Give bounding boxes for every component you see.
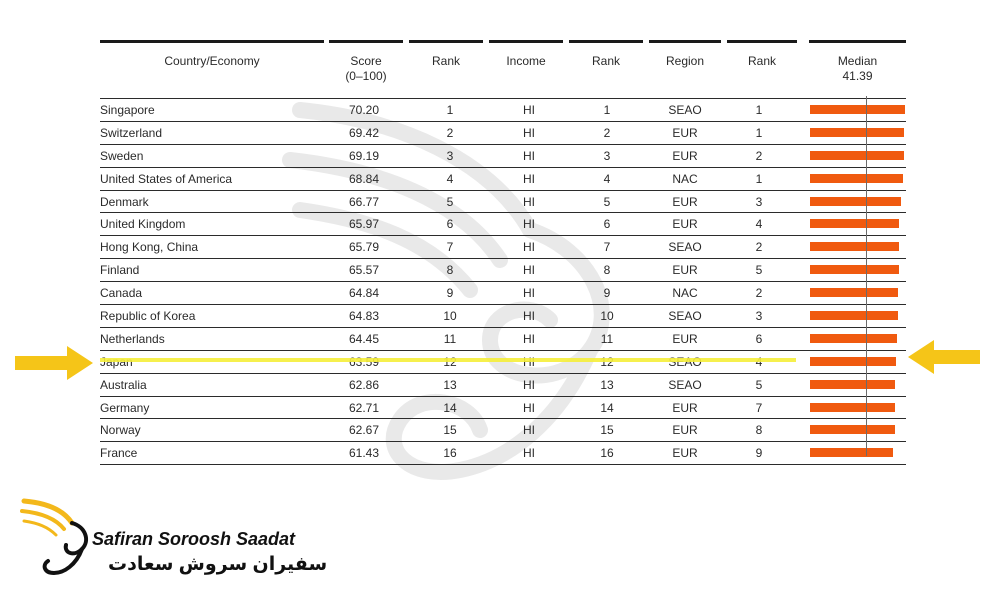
table-row xyxy=(100,441,906,465)
cell-income-rank: 4 xyxy=(603,171,611,186)
cell-income-rank: 5 xyxy=(603,194,611,209)
score-bar xyxy=(810,151,904,160)
cell-score: 62.71 xyxy=(348,400,380,415)
table-body xyxy=(100,98,906,465)
cell-income-rank: 1 xyxy=(603,103,611,117)
cell-income: HI xyxy=(523,377,535,392)
cell-country: Hong Kong, China xyxy=(100,240,199,255)
table-row xyxy=(100,373,906,396)
cell-rank: 16 xyxy=(443,446,457,461)
cell-country: Denmark xyxy=(100,194,149,209)
header-income-rank: Rank xyxy=(591,54,620,68)
cell-region: EUR xyxy=(672,125,698,140)
cell-score: 66.77 xyxy=(348,194,380,209)
arrow-right-icon xyxy=(15,346,93,380)
table-row xyxy=(100,304,906,327)
cell-region: EUR xyxy=(672,400,698,415)
score-bar xyxy=(810,334,897,343)
score-bar xyxy=(810,403,895,412)
table-row xyxy=(100,98,906,121)
cell-score: 65.57 xyxy=(348,263,380,278)
cell-rank: 5 xyxy=(446,194,454,209)
cell-income: HI xyxy=(523,400,535,415)
cell-score: 65.79 xyxy=(348,240,380,255)
cell-income: HI xyxy=(523,263,535,278)
table-row xyxy=(100,281,906,304)
cell-score: 64.83 xyxy=(348,309,380,324)
cell-region-rank: 6 xyxy=(755,331,763,346)
cell-income: HI xyxy=(523,331,535,346)
logo-name-en: Safiran Soroosh Saadat xyxy=(92,529,296,549)
cell-income-rank: 7 xyxy=(603,240,611,255)
cell-region-rank: 5 xyxy=(755,377,763,392)
score-bar xyxy=(810,219,899,228)
cell-score: 62.67 xyxy=(348,423,380,438)
cell-income: HI xyxy=(523,103,535,117)
cell-region-rank: 5 xyxy=(755,263,763,278)
cell-rank: 13 xyxy=(443,377,457,392)
cell-score: 64.45 xyxy=(348,331,380,346)
score-bar xyxy=(810,174,903,183)
cell-region-rank: 2 xyxy=(755,148,763,163)
cell-rank: 15 xyxy=(443,423,457,438)
cell-income-rank: 9 xyxy=(603,286,611,301)
cell-income-rank: 3 xyxy=(603,148,611,163)
cell-income: HI xyxy=(523,309,535,324)
cell-rank: 14 xyxy=(443,400,457,415)
company-logo xyxy=(20,495,328,585)
cell-region: EUR xyxy=(672,423,698,438)
cell-region: SEAO xyxy=(668,309,702,324)
cell-income-rank: 16 xyxy=(600,446,614,461)
cell-income: HI xyxy=(523,194,535,209)
cell-rank: 11 xyxy=(443,331,457,346)
cell-region: SEAO xyxy=(668,240,702,255)
cell-country: United Kingdom xyxy=(100,217,186,232)
cell-score: 68.84 xyxy=(348,171,380,186)
header-rule xyxy=(809,40,906,43)
table-row xyxy=(100,258,906,281)
cell-country: Finland xyxy=(100,263,140,278)
cell-income-rank: 15 xyxy=(600,423,614,438)
header-rank: Rank xyxy=(431,54,460,68)
cell-income-rank: 10 xyxy=(600,309,614,324)
header-region-rank: Rank xyxy=(747,54,776,68)
cell-rank: 8 xyxy=(446,263,454,278)
score-bar xyxy=(810,197,901,206)
cell-rank: 9 xyxy=(446,286,454,301)
cell-region: NAC xyxy=(672,171,698,186)
score-bar xyxy=(810,265,899,274)
cell-region-rank: 1 xyxy=(755,125,763,140)
cell-income: HI xyxy=(523,125,535,140)
header-region: Region xyxy=(665,54,705,68)
cell-region: EUR xyxy=(672,446,698,461)
cell-score: 64.84 xyxy=(348,286,380,301)
cell-score: 65.97 xyxy=(348,217,380,232)
cell-region-rank: 9 xyxy=(755,446,763,461)
cell-rank: 2 xyxy=(446,125,454,140)
cell-country: Sweden xyxy=(100,148,144,163)
cell-rank: 6 xyxy=(446,217,454,232)
table-row xyxy=(100,235,906,258)
header-rule xyxy=(569,40,643,43)
cell-income: HI xyxy=(523,446,535,461)
cell-region: SEAO xyxy=(668,377,702,392)
header-rule xyxy=(727,40,797,43)
cell-income: HI xyxy=(523,148,535,163)
score-bar xyxy=(810,128,904,137)
logo-name-fa: سفیران سروش سعادت xyxy=(108,554,328,575)
cell-region-rank: 2 xyxy=(755,240,763,255)
cell-region: EUR xyxy=(672,263,698,278)
table-row xyxy=(100,396,906,419)
cell-score: 69.19 xyxy=(348,148,380,163)
cell-income: HI xyxy=(523,240,535,255)
score-bar xyxy=(810,425,895,434)
cell-rank: 1 xyxy=(446,103,454,117)
table-row xyxy=(100,212,906,235)
cell-region: EUR xyxy=(672,331,698,346)
logo-emblem-icon xyxy=(20,495,100,585)
header-rule xyxy=(409,40,483,43)
cell-income-rank: 8 xyxy=(603,263,611,278)
header-rule xyxy=(329,40,403,43)
score-bar xyxy=(810,242,899,251)
cell-country: Republic of Korea xyxy=(100,309,196,324)
header-income: Income xyxy=(506,54,546,68)
score-bar xyxy=(810,105,905,114)
cell-region: EUR xyxy=(672,194,698,209)
cell-country: Germany xyxy=(100,400,150,415)
cell-region: EUR xyxy=(672,148,698,163)
score-bar xyxy=(810,448,893,457)
cell-region: EUR xyxy=(672,217,698,232)
cell-region-rank: 1 xyxy=(755,171,763,186)
cell-country: Netherlands xyxy=(100,331,165,346)
cell-region: NAC xyxy=(672,286,698,301)
score-bar xyxy=(810,311,898,320)
cell-rank: 7 xyxy=(446,240,454,255)
cell-country: France xyxy=(100,446,138,461)
cell-region-rank: 2 xyxy=(755,286,763,301)
score-bar xyxy=(810,357,896,366)
cell-income-rank: 14 xyxy=(600,400,614,415)
cell-score: 69.42 xyxy=(348,125,380,140)
cell-country: Singapore xyxy=(100,103,155,117)
table-row xyxy=(100,418,906,441)
header-rule xyxy=(649,40,721,43)
score-bar xyxy=(810,288,898,297)
header-score: Score (0–100) xyxy=(345,54,387,83)
cell-score: 61.43 xyxy=(348,446,380,461)
table-row xyxy=(100,327,906,350)
cell-country: Switzerland xyxy=(100,125,163,140)
header-country: Country/Economy xyxy=(164,54,260,68)
table-row xyxy=(100,167,906,190)
cell-score: 70.20 xyxy=(348,103,380,117)
score-bar xyxy=(810,380,895,389)
cell-score: 62.86 xyxy=(348,377,380,392)
table-row xyxy=(100,121,906,144)
header-median: Median 41.39 xyxy=(837,54,878,83)
cell-income-rank: 2 xyxy=(603,125,611,140)
cell-income: HI xyxy=(523,423,535,438)
cell-region-rank: 4 xyxy=(755,217,763,232)
cell-rank: 10 xyxy=(443,309,457,324)
cell-region-rank: 1 xyxy=(755,103,763,117)
highlight-line-japan xyxy=(100,358,796,362)
cell-region-rank: 3 xyxy=(755,194,763,209)
cell-rank: 3 xyxy=(446,148,454,163)
cell-region: SEAO xyxy=(668,103,702,117)
cell-income-rank: 6 xyxy=(603,217,611,232)
cell-country: Norway xyxy=(100,423,141,438)
cell-region-rank: 8 xyxy=(755,423,763,438)
cell-income: HI xyxy=(523,286,535,301)
header-rule xyxy=(100,40,324,43)
cell-country: United States of America xyxy=(100,171,233,186)
cell-income-rank: 13 xyxy=(600,377,614,392)
cell-income-rank: 11 xyxy=(600,331,614,346)
cell-income: HI xyxy=(523,171,535,186)
header-rule xyxy=(489,40,563,43)
cell-region-rank: 3 xyxy=(755,309,763,324)
cell-region-rank: 7 xyxy=(755,400,763,415)
arrow-left-icon xyxy=(908,340,980,374)
table-row xyxy=(100,190,906,213)
cell-rank: 4 xyxy=(446,171,454,186)
median-line xyxy=(866,96,867,456)
cell-country: Canada xyxy=(100,286,143,301)
cell-country: Australia xyxy=(100,377,147,392)
cell-income: HI xyxy=(523,217,535,232)
table-row xyxy=(100,144,906,167)
